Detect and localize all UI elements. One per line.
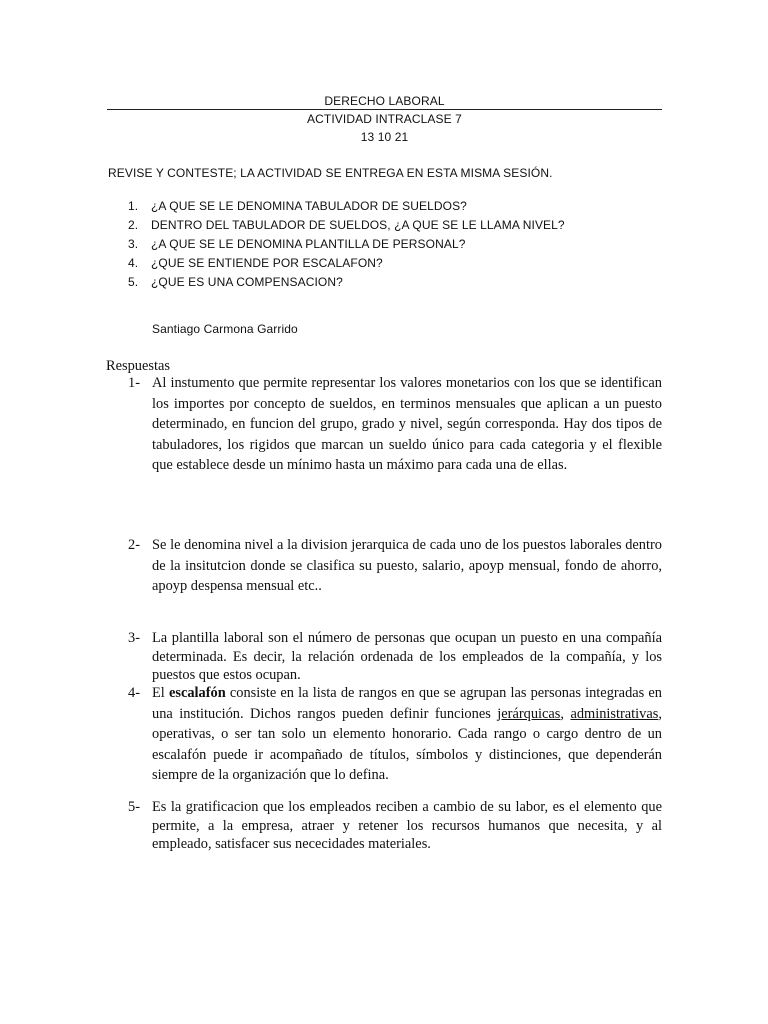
question-text: DENTRO DEL TABULADOR DE SUELDOS, ¿A QUE SE LE LLAMA NIVEL?	[151, 218, 565, 232]
question-item	[128, 275, 565, 294]
answer-text-part: , operativas, o ser tan solo un elemento honorario. Cada rango o cargo dentro de un escalafón puede ir acompañado de títulos, símbolos y distinciones, que dependerán siempre de la organización que lo defina.	[152, 705, 662, 783]
jerarquicas-link[interactable]: jerárquicas	[497, 705, 561, 722]
activity-subtitle: ACTIVIDAD INTRACLASE 7	[307, 112, 462, 126]
question-item	[128, 218, 565, 237]
document-title: DERECHO LABORAL	[324, 94, 445, 108]
author-name: Santiago Carmona Garrido	[152, 322, 298, 336]
answer-text-part: El	[152, 685, 169, 701]
administrativas-link[interactable]: administrativas	[570, 705, 659, 722]
answer-text-separator: ,	[560, 705, 571, 722]
answer-text-part: consiste en la lista de rangos en que se agrupan las personas integradas en una institución. Dichos rangos pueden definir funciones	[152, 685, 662, 722]
question-number: 1.	[128, 199, 139, 213]
answer-number: 1-	[128, 375, 140, 391]
answer-4	[128, 683, 662, 786]
answers-heading: Respuestas	[106, 358, 170, 374]
answer-number: 3-	[128, 630, 140, 646]
question-number: 2.	[128, 218, 139, 232]
answer-text: Se le denomina nivel a la division jerarquica de cada uno de los puestos laborales dentro de la insitutcion donde se clasifica su puesto, salario, apoyp mensual, fondo de ahorro, apoyp despensa mensual etc..	[152, 537, 662, 594]
question-item	[128, 237, 565, 256]
instruction-text: REVISE Y CONTESTE; LA ACTIVIDAD SE ENTREGA EN ESTA MISMA SESIÓN.	[108, 166, 553, 180]
answer-number: 5-	[128, 799, 140, 815]
answer-3	[128, 629, 662, 685]
answer-1	[128, 373, 662, 476]
question-number: 4.	[128, 256, 139, 270]
escalafon-term: escalafón	[168, 685, 226, 701]
answer-number: 4-	[128, 685, 140, 701]
answer-number: 2-	[128, 537, 140, 553]
answer-text: Al instumento que permite representar los valores monetarios con los que se identifican los importes por concepto de sueldos, en terminos mensuales que aplican a un puesto determinado, en funcion del grupo, grado y nivel, según corresponda. Hay dos tipos de tabuladores, los rigidos que marcan un sueldo único para cada categoria y el flexible que establece desde un mínimo hasta un máximo para cada una de ellas.	[152, 375, 662, 473]
answer-2	[128, 535, 662, 597]
answer-text	[152, 683, 662, 786]
question-item	[128, 199, 565, 218]
question-text: ¿A QUE SE LE DENOMINA TABULADOR DE SUELDOS?	[151, 199, 467, 213]
activity-date: 13 10 21	[360, 130, 409, 144]
question-number: 3.	[128, 237, 139, 251]
question-text: ¿QUE SE ENTIENDE POR ESCALAFON?	[151, 256, 383, 270]
question-item	[128, 256, 565, 275]
question-text: ¿A QUE SE LE DENOMINA PLANTILLA DE PERSONAL?	[151, 237, 466, 251]
question-list	[128, 199, 565, 294]
answer-5	[128, 798, 662, 854]
answer-text: La plantilla laboral son el número de personas que ocupan un puesto en una compañía determinada. Es decir, la relación ordenada de los empleados de la compañía, y los puestos que estos ocupan.	[152, 630, 662, 683]
title-divider	[107, 109, 662, 110]
answer-text: Es la gratificacion que los empleados reciben a cambio de su labor, es el elemento que permite, a la empresa, atraer y retener los recursos humanos que necesita, y al empleado, satisfacer sus nececidades materiales.	[152, 799, 662, 852]
question-text: ¿QUE ES UNA COMPENSACION?	[151, 275, 343, 289]
question-number: 5.	[128, 275, 139, 289]
